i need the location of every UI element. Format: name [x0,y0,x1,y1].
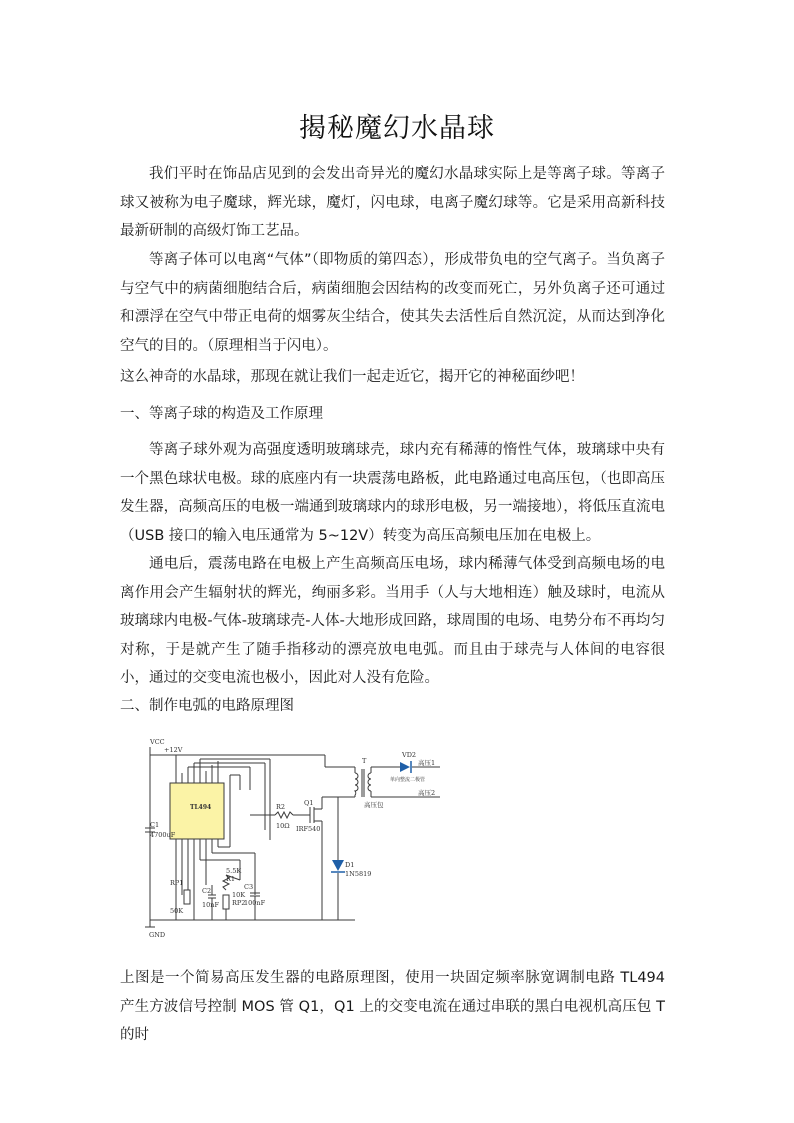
vcc-label: VCC [150,738,165,746]
transformer-label: T [362,757,367,765]
d1-value: 1N5819 [345,870,372,878]
vd2-diode-icon [400,762,410,772]
r2-value: 10Ω [276,822,290,830]
q1-label: Q1 [304,799,314,807]
r1-label: R1 [226,875,236,883]
gnd-label: GND [149,931,166,939]
c1-label: C1 [150,821,160,829]
hv1-label: 高压1 [418,759,436,767]
hv2-label: 高压2 [418,789,436,797]
ic-chip-body [170,783,224,839]
vd2-label: VD2 [402,751,417,759]
r2-label: R2 [276,803,286,811]
rp1-label: RP1 [170,879,184,887]
c2-label: C2 [202,887,212,895]
rp1-value: 50K [170,907,184,915]
ic-label: TL494 [190,804,212,811]
c3-value: 100nF [244,899,266,907]
v12-label: +12V [164,746,183,754]
invitation-paragraph: 这么神奇的水晶球，那现在就让我们一起走近它，揭开它的神秘面纱吧！ [120,369,584,385]
c3-label: C3 [244,883,254,891]
d1-label: D1 [345,861,355,869]
section-heading-structure: 一、等离子球的构造及工作原理 [120,406,323,422]
c1-value: 4700uF [150,831,176,839]
vd2-desc: 单向整流二极管 [390,777,426,783]
structure-paragraph: 等离子球外观为高强度透明玻璃球壳，球内充有稀薄的惰性气体，玻璃球中央有一个黑色球状电极。球的底座内有一块震荡电路板，此电路通过电高压包，（也即高压发生器，高频高压的电极一端通到玻璃球内的球形电极，另一端接地），将低压直流电（USB 接口的输入电压通常为 5~12V）转变为高压高频电压加在电极上。 [120,442,665,544]
transformer-desc: 高压包 [364,801,384,809]
principle-paragraph: 通电后，震荡电路在电极上产生高频高压电场，球内稀薄气体受到高频电场的电离作用会产生辐射状的辉光，绚丽多彩。当用手（人与大地相连）触及球时，电流从玻璃球内电极-气体-玻璃球壳-人体-大地形成回路，球周围的电场、电势分布不再均匀对称，于是就产生了随手指移动的漂亮放电电弧。而且由于球壳与人体间的电容很小，通过的交变电流也极小，因此对人没有危险。 [120,556,665,686]
r1-value: 5.5K [226,867,242,875]
plasma-paragraph: 等离子体可以电离“气体”（即物质的第四态），形成带负电的空气离子。当负离子与空气中的病菌细胞结合后，病菌细胞会因结构的改变而死亡，另外负离子还可通过和漂浮在空气中带正电荷的烟雾灰尘结合，使其失去活性后自然沉淀，从而达到净化空气的目的。（原理相当于闪电）。 [120,252,665,354]
section-heading-circuit: 二、制作电弧的电路原理图 [120,698,294,714]
circuit-explanation-paragraph: 上图是一个简易高压发生器的电路原理图，使用一块固定频率脉宽调制电路 TL494 产生方波信号控制 MOS 管 Q1，Q1 上的交变电流在通过串联的黑白电视机高压包 T 的时 [120,970,665,1043]
document-title: 揭秘魔幻水晶球 [299,113,495,144]
circuit-diagram [140,735,470,940]
intro-paragraph: 我们平时在饰品店见到的会发出奇异光的魔幻水晶球实际上是等离子球。等离子球又被称为电子魔球，辉光球，魔灯，闪电球，电离子魔幻球等。它是采用高新科技最新研制的高级灯饰工艺品。 [120,166,665,239]
q1-value: IRF540 [296,825,321,833]
c2-value: 10nF [202,901,219,909]
rp2-label: RP2 [232,899,246,907]
d1-diode-icon [332,860,344,871]
rp2-value: 10K [232,891,246,899]
